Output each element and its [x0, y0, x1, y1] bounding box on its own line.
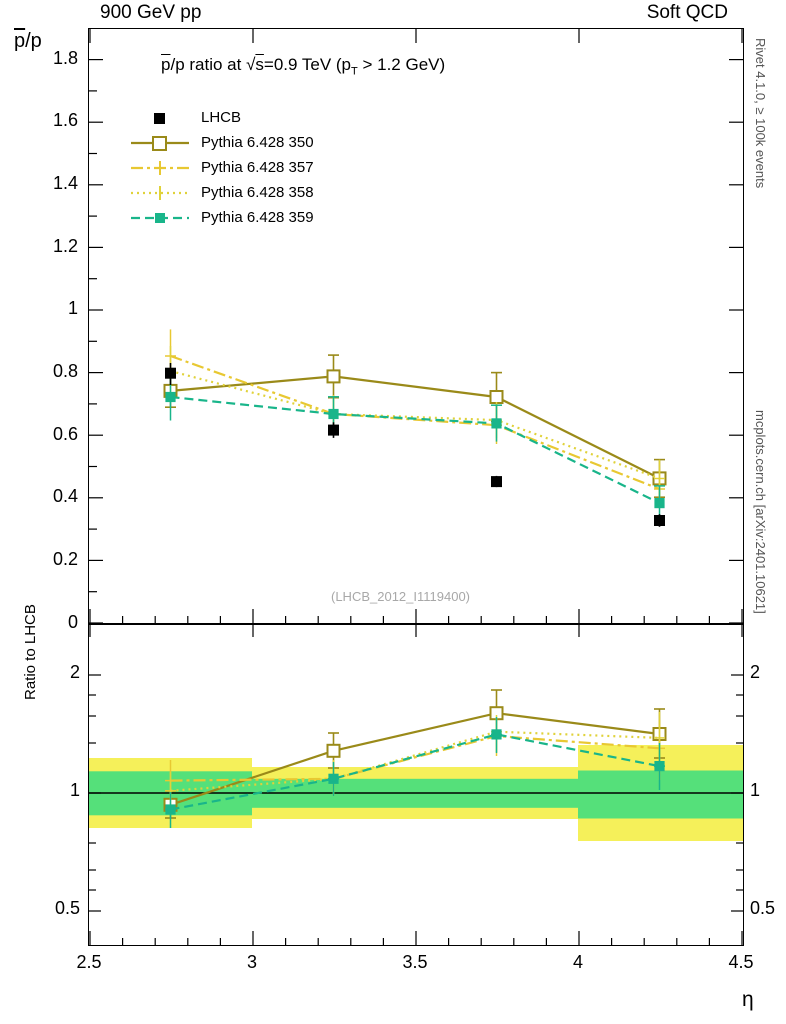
- legend-item-pythia-358[interactable]: [129, 180, 314, 205]
- ratio-y-tick-0p5: 0.5: [54, 898, 80, 918]
- plot-title: $\overline{p}/p$ ratio at √s=0.9 TeV ($p_T > 1.2$ GeV): [161, 55, 446, 78]
- ratio-y-tick-right-1: 1: [750, 780, 761, 800]
- legend-label-pythia-358: Pythia 6.428 358: [201, 184, 314, 201]
- legend-label-pythia-350: Pythia 6.428 350: [201, 134, 314, 151]
- y-tick-0p6: 0.6: [52, 424, 78, 444]
- y-tick-1: 1: [67, 298, 78, 318]
- ratio-y-tick-2: 2: [69, 662, 80, 682]
- x-axis-title: η: [742, 988, 754, 1011]
- series-359: [165, 374, 665, 521]
- y-tick-0: 0: [67, 612, 78, 632]
- arxiv-caption: mcplots.cern.ch [arXiv:2401.10621]: [753, 410, 768, 614]
- x-tick-3p5: 3.5: [402, 952, 428, 972]
- series-350: [165, 355, 666, 497]
- ratio-y-tick-right-2: 2: [750, 662, 761, 682]
- y-tick-1p8: 1.8: [52, 48, 78, 68]
- legend-item-pythia-359[interactable]: [129, 205, 314, 230]
- rivet-version-caption: Rivet 4.1.0, ≥ 100k events: [753, 38, 768, 189]
- legend-marker-pythia-357: [129, 158, 191, 178]
- legend-label-pythia-357: Pythia 6.428 357: [201, 159, 314, 176]
- x-tick-2p5: 2.5: [76, 952, 102, 972]
- series-358: [165, 346, 665, 497]
- x-tick-4p5: 4.5: [728, 952, 754, 972]
- x-tick-3: 3: [246, 952, 257, 972]
- y-tick-0p8: 0.8: [52, 361, 78, 381]
- y-tick-0p4: 0.4: [52, 486, 78, 506]
- y-tick-1p4: 1.4: [52, 173, 78, 193]
- legend-marker-pythia-358: [129, 183, 191, 203]
- legend: [129, 105, 314, 230]
- header-left-label: 900 GeV pp: [100, 2, 202, 23]
- ratio-y-tick-right-0p5: 0.5: [750, 898, 776, 918]
- y-tick-1p6: 1.6: [52, 110, 78, 130]
- main-plot-panel: [88, 28, 744, 624]
- y-axis-title: $\overline{p}/p$: [14, 30, 42, 52]
- legend-marker-pythia-350: [129, 133, 191, 153]
- y-tick-1p2: 1.2: [52, 236, 78, 256]
- legend-item-pythia-350[interactable]: [129, 130, 314, 155]
- legend-label-pythia-359: Pythia 6.428 359: [201, 209, 314, 226]
- legend-item-lhcb[interactable]: [129, 105, 314, 130]
- legend-label-lhcb: LHCB: [201, 109, 242, 126]
- y-tick-0p2: 0.2: [52, 549, 78, 569]
- ratio-y-axis-title: Ratio to LHCB: [22, 604, 39, 700]
- analysis-id-watermark: (LHCB_2012_I1119400): [331, 589, 471, 604]
- legend-marker-pythia-359: [129, 208, 191, 228]
- ratio-y-tick-1: 1: [69, 780, 80, 800]
- legend-marker-lhcb: [129, 108, 191, 128]
- legend-item-pythia-357[interactable]: [129, 155, 314, 180]
- ratio-plot-svg: [89, 625, 743, 945]
- x-tick-4: 4: [572, 952, 583, 972]
- ratio-plot-panel: [88, 624, 744, 946]
- header-right-label: Soft QCD: [646, 2, 728, 23]
